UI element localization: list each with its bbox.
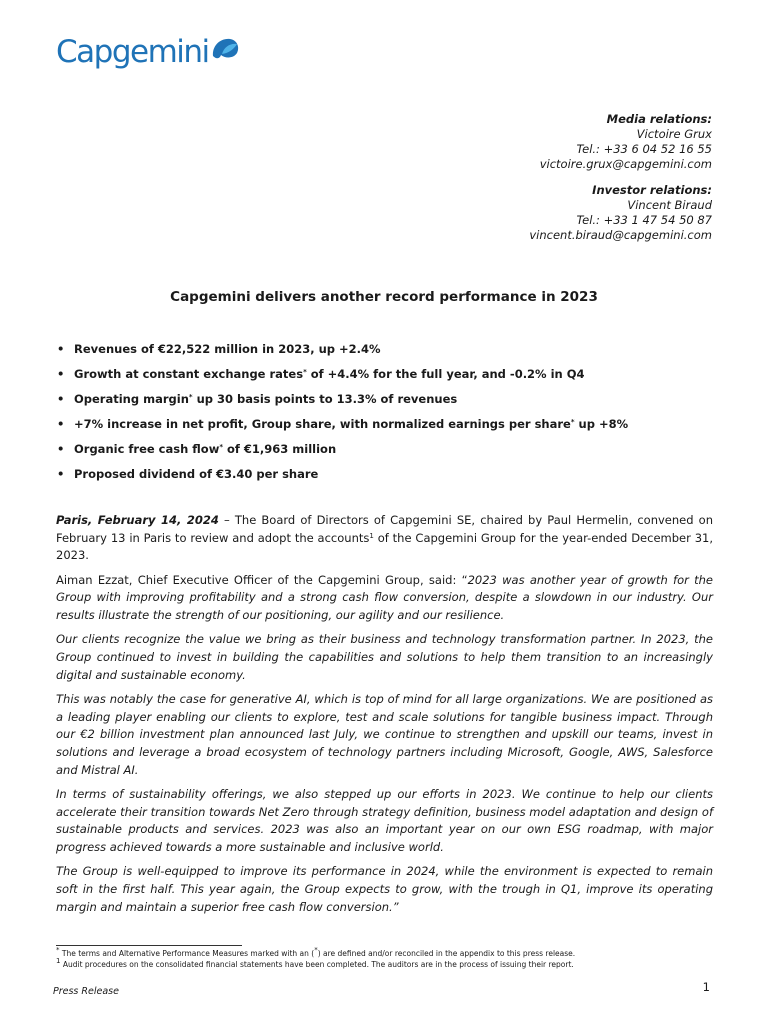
investor-heading: Investor relations:: [592, 183, 712, 197]
list-item-text: Revenues of €22,522 million in 2023, up +2.4%: [74, 342, 381, 356]
article-body: [56, 512, 713, 923]
bullet-icon: •: [57, 467, 65, 481]
footnote-2: $^1$ Audit procedures on the consolidated financial statements have been completed. The auditors are in the process of issuing their report.: [56, 956, 574, 969]
page-number: 1: [702, 980, 710, 994]
list-item: [57, 441, 717, 466]
footnote-ref: 1: [369, 531, 374, 540]
list-item-text: Proposed dividend of €3.40 per share: [74, 467, 319, 481]
list-item: [57, 466, 717, 491]
paragraph-intro: Paris, February 14, 2024 – The Board of Directors of Capgemini SE, chaired by Paul Hermelin, convened on February 13 in Paris to review and adopt the accounts$^1$ of the Capgemini Group for the year-ended December 31, 2023.: [56, 513, 714, 563]
paragraph: The Group is well-equipped to improve its performance in 2024, while the environment is expected to remain soft in the first half. This year again, the Group expects to grow, with the trough in Q1, improve its operating margin and maintain a superior free cash flow conversion.”: [56, 864, 713, 914]
list-item-text: Growth at constant exchange rates* of +4.4% for the full year, and -0.2% in Q4: [74, 367, 585, 381]
paragraph-quote-start: Aiman Ezzat, Chief Executive Officer of the Capgemini Group, said: “2023 was another year of growth for the Group with improving profitability and a strong cash flow conversion, despite a slowdown in our industry. Our results illustrate the strength of our positioning, our agility and our resilience.: [56, 572, 713, 623]
page-title: Capgemini delivers another record performance in 2023: [170, 289, 598, 305]
highlights-list: [57, 341, 717, 491]
paragraph: In terms of sustainability offerings, we also stepped up our efforts in 2023. We continue to help our clients accelerate their transition towards Net Zero through strategy definition, business model adaptation and design of sustainable products and services. 2023 was also an important year on our own ESG roadmap, with major progress achieved towards a more sustainable and inclusive world.: [56, 786, 713, 854]
investor-name: Vincent Biraud: [627, 198, 712, 212]
paragraph: This was notably the case for generative AI, which is top of mind for all large organizations. We are positioned as a leading player enabling our clients to explore, test and scale solutions for tangible business impact. Through our €2 billion investment plan announced last July, we continue to strengthen and upskill our teams, invest in solutions and leverage a broad ecosystem of technology partners including Microsoft, Google, AWS, Salesforce and Mistral AI.: [56, 691, 713, 777]
investor-email[interactable]: vincent.biraud@capgemini.com: [529, 228, 712, 242]
media-relations: [529, 112, 712, 172]
spade-icon: [210, 36, 240, 62]
bullet-icon: •: [57, 417, 65, 431]
list-item: [57, 341, 717, 366]
list-item: [57, 416, 717, 441]
footnote-divider: [56, 945, 242, 946]
capgemini-logo: [56, 30, 240, 74]
footnote-1: * The terms and Alternative Performance Measures marked with an (*) are defined and/or reconciled in the appendix to this press release.: [56, 946, 576, 958]
list-item-text: Organic free cash flow* of €1,963 million: [74, 442, 337, 456]
media-name: Victoire Grux: [636, 127, 712, 141]
press-release-label: Press Release: [53, 986, 119, 997]
dateline: Paris, February 14, 2024: [56, 513, 219, 527]
list-item: [57, 366, 717, 391]
list-item-text: Operating margin* up 30 basis points to 13.3% of revenues: [74, 392, 458, 406]
list-item: [57, 391, 717, 416]
investor-tel: Tel.: +33 1 47 54 50 87: [576, 213, 712, 227]
footnotes: [56, 946, 736, 970]
list-item-text: +7% increase in net profit, Group share, with normalized earnings per share* up +8%: [74, 417, 629, 431]
bullet-icon: •: [57, 367, 65, 381]
investor-relations: [529, 183, 712, 243]
media-email[interactable]: victoire.grux@capgemini.com: [539, 157, 712, 171]
media-heading: Media relations:: [606, 112, 712, 126]
paragraph: Our clients recognize the value we bring as their business and technology transformation partner. In 2023, the Group continued to invest in building the capabilities and solutions to help them transition to an increasingly digital and sustainable economy.: [56, 632, 713, 682]
logo-wordmark: Capgemini: [56, 34, 209, 70]
bullet-icon: •: [57, 392, 65, 406]
media-tel: Tel.: +33 6 04 52 16 55: [576, 142, 712, 156]
bullet-icon: •: [57, 342, 65, 356]
contacts-block: [529, 112, 712, 254]
bullet-icon: •: [57, 442, 65, 456]
